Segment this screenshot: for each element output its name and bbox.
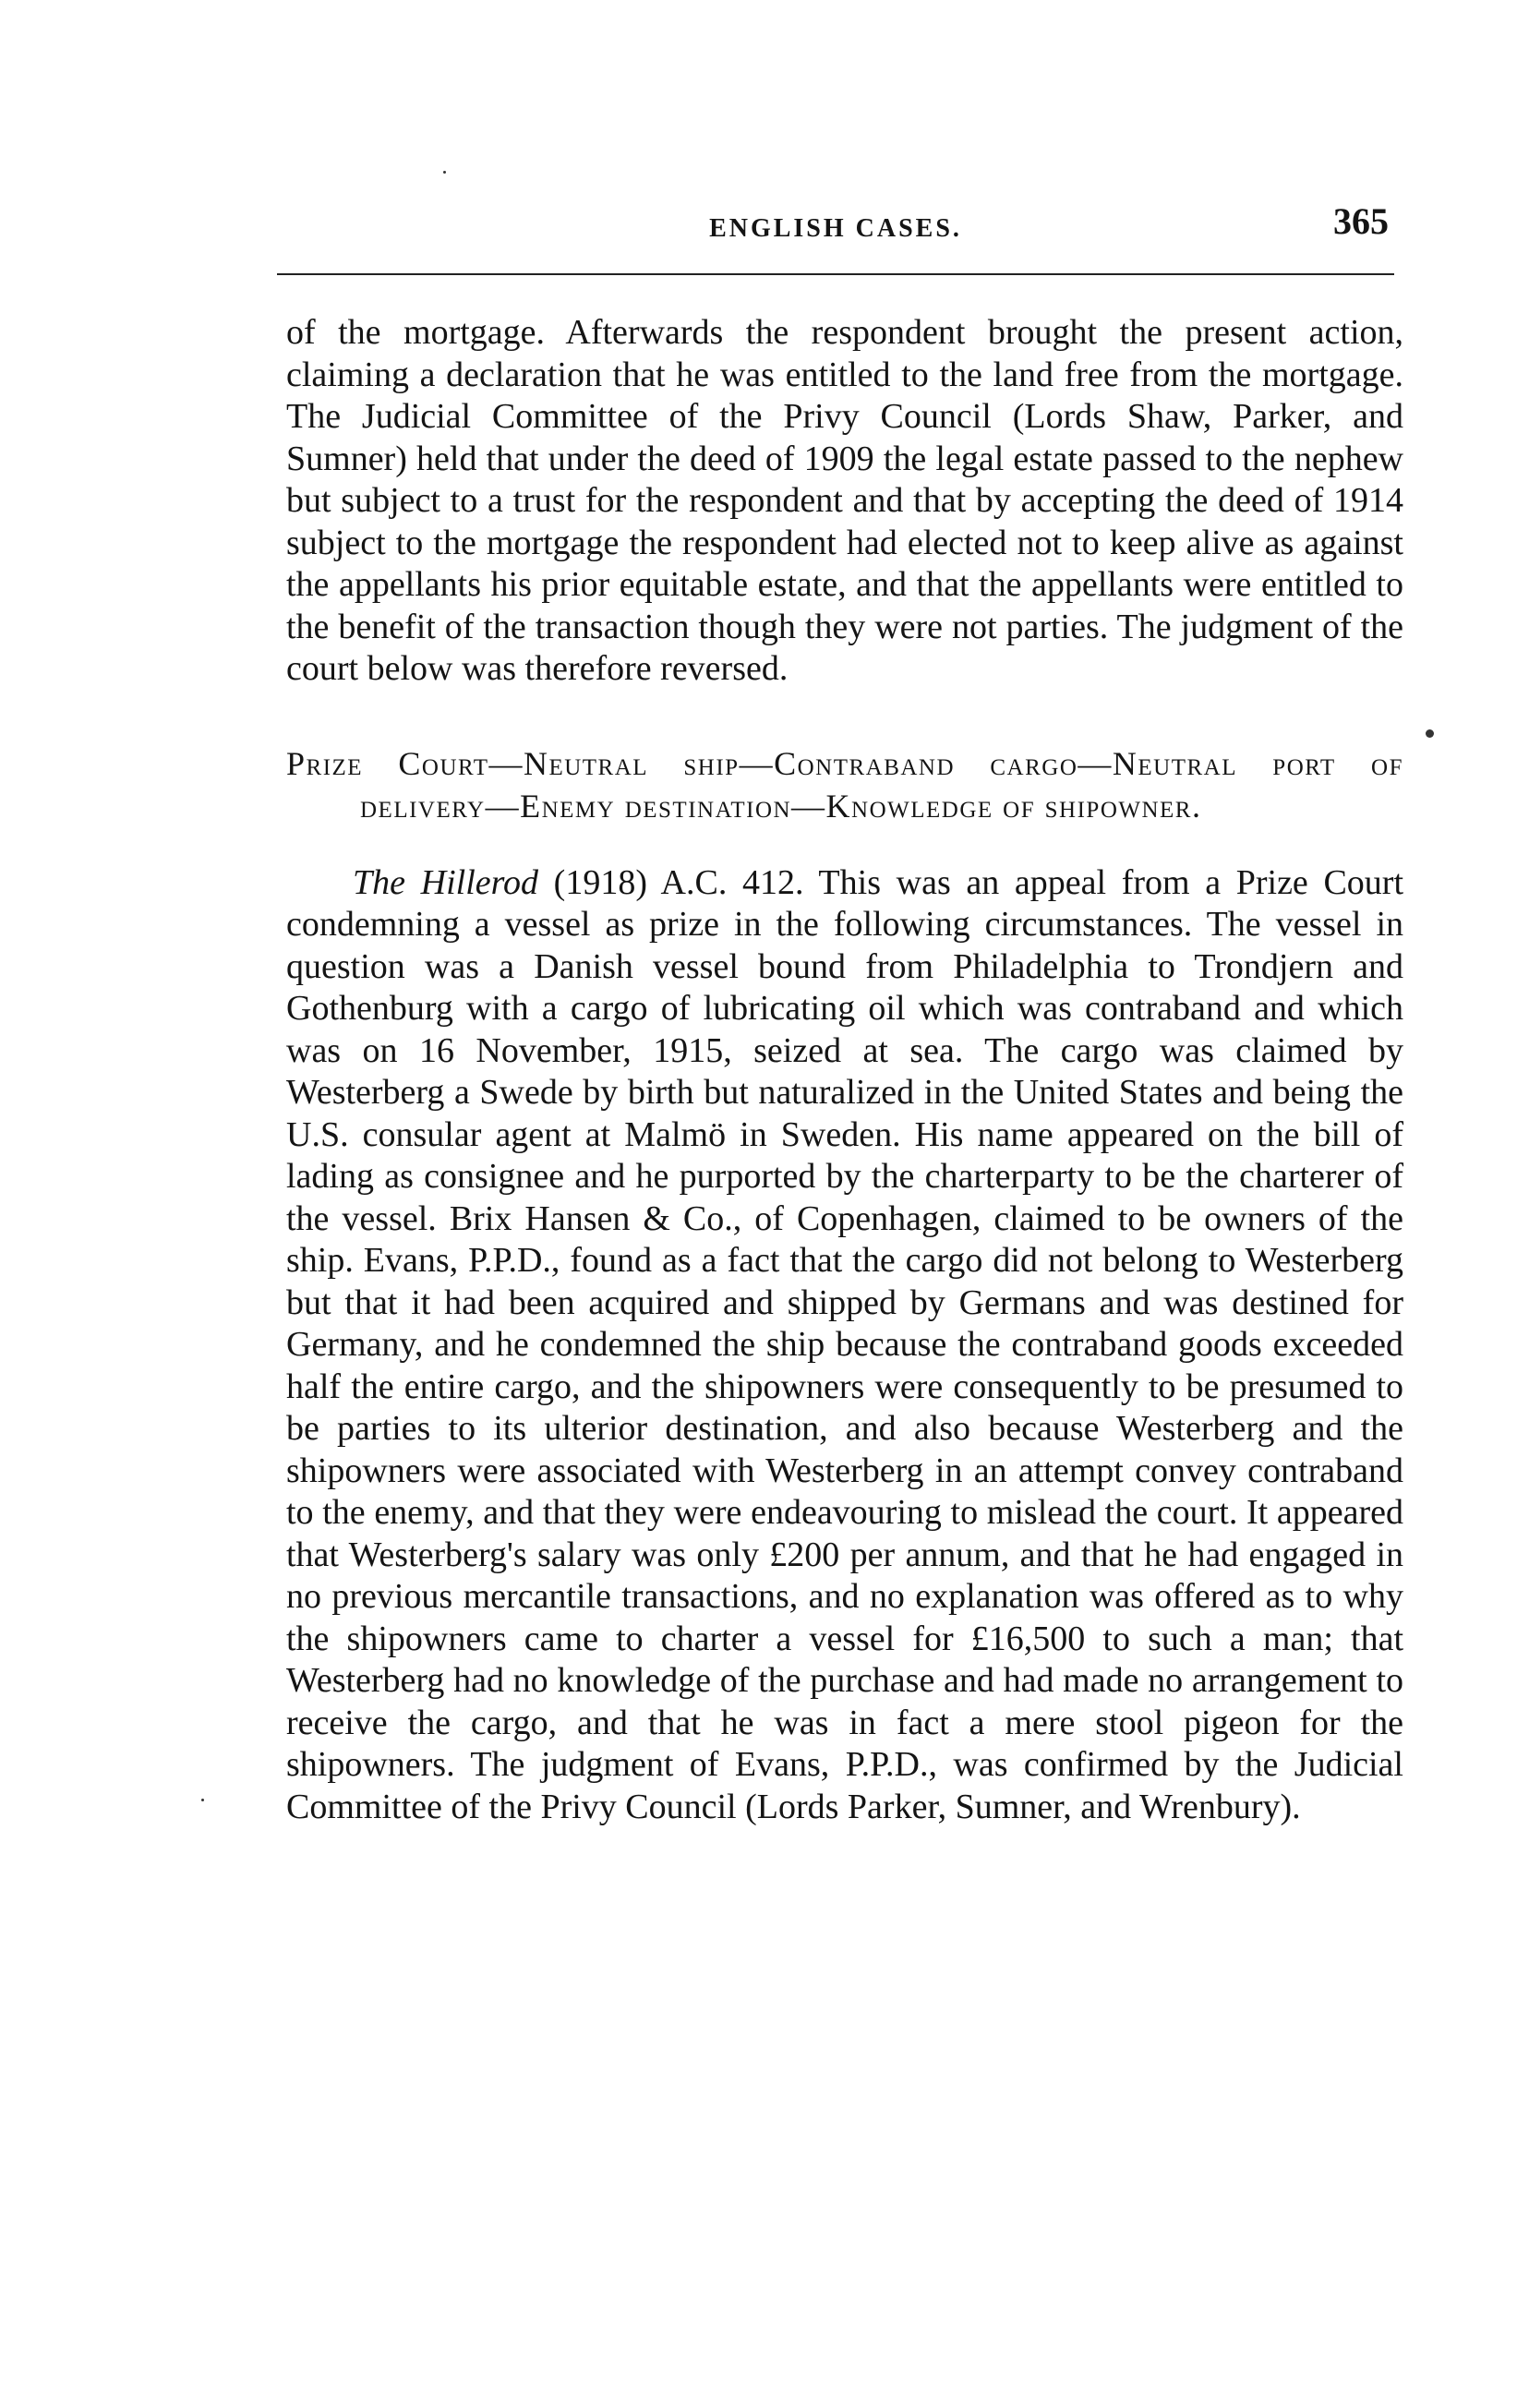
page-header	[277, 194, 1394, 277]
paragraph-hillerod-case	[286, 862, 1403, 1829]
scan-speck	[201, 1799, 204, 1801]
section-heading: Prize Court—Neutral ship—Contraband cargo—Neutral port of delivery—Enemy destination—Knowledge of shipowner.	[286, 744, 1403, 825]
scan-speck	[443, 171, 446, 174]
running-head: ENGLISH CASES.	[709, 214, 962, 243]
paragraph-mortgage-case: of the mortgage. Afterwards the respondent brought the present action, claiming a declaration that he was entitled to the land free from the mortgage. The Judicial Committee of the Privy Council (Lords Shaw, Parker, and Sumner) held that under the deed of 1909 the legal estate passed to the nephew but subject to a trust for the respondent and that by accepting the deed of 1914 subject to the mortgage the respondent had elected not to keep alive as against the appellants his prior equitable estate, and that the appellants were entitled to the benefit of the transaction though they were not parties. The judgment of the court below was therefore reversed.	[286, 313, 1403, 688]
scan-speck	[1426, 729, 1434, 738]
page-body	[286, 312, 1403, 1828]
header-rule	[277, 273, 1394, 275]
page-number: 365	[1333, 200, 1389, 242]
case-name: The Hillerod	[353, 862, 539, 902]
case-text: (1918) A.C. 412. This was an appeal from a Prize Court condemning a vessel as prize in the following circumstances. The vessel in question was a Danish vessel bound from Philadelphia to Trondjern and Gothenburg with a cargo of lubricating oil which was contraband and which was on 16 November, 1915, seized at sea. The cargo was claimed by Westerberg a Swede by birth but naturalized in the United States and being the U.S. consular agent at Malmö in Sweden. His name appeared on the bill of lading as consignee and he purported by the charterparty to be the charterer of the vessel. Brix Hansen & Co., of Copenhagen, claimed to be owners of the ship. Evans, P.P.D., found as a fact that the cargo did not belong to Westerberg but that it had been acquired and shipped by Germans and was destined for Germany, and he condemned the ship because the contraband goods exceeded half the entire cargo, and the shipowners were consequently to be presumed to be parties to its ulterior destination, and also because Westerberg and the shipowners were associated with Westerberg in an attempt convey contraband to the enemy, and that they were endeavouring to mislead the court. It appeared that Westerberg's salary was only £200 per annum, and that he had engaged in no previous mercantile transactions, and no explanation was offered as to why the shipowners came to charter a vessel for £16,500 to such a man; that Westerberg had no knowledge of the purchase and had made no arrangement to receive the cargo, and that he was in fact a mere stool pigeon for the shipowners. The judgment of Evans, P.P.D., was confirmed by the Judicial Committee of the Privy Council (Lords Parker, Sumner, and Wrenbury).	[286, 862, 1404, 1826]
